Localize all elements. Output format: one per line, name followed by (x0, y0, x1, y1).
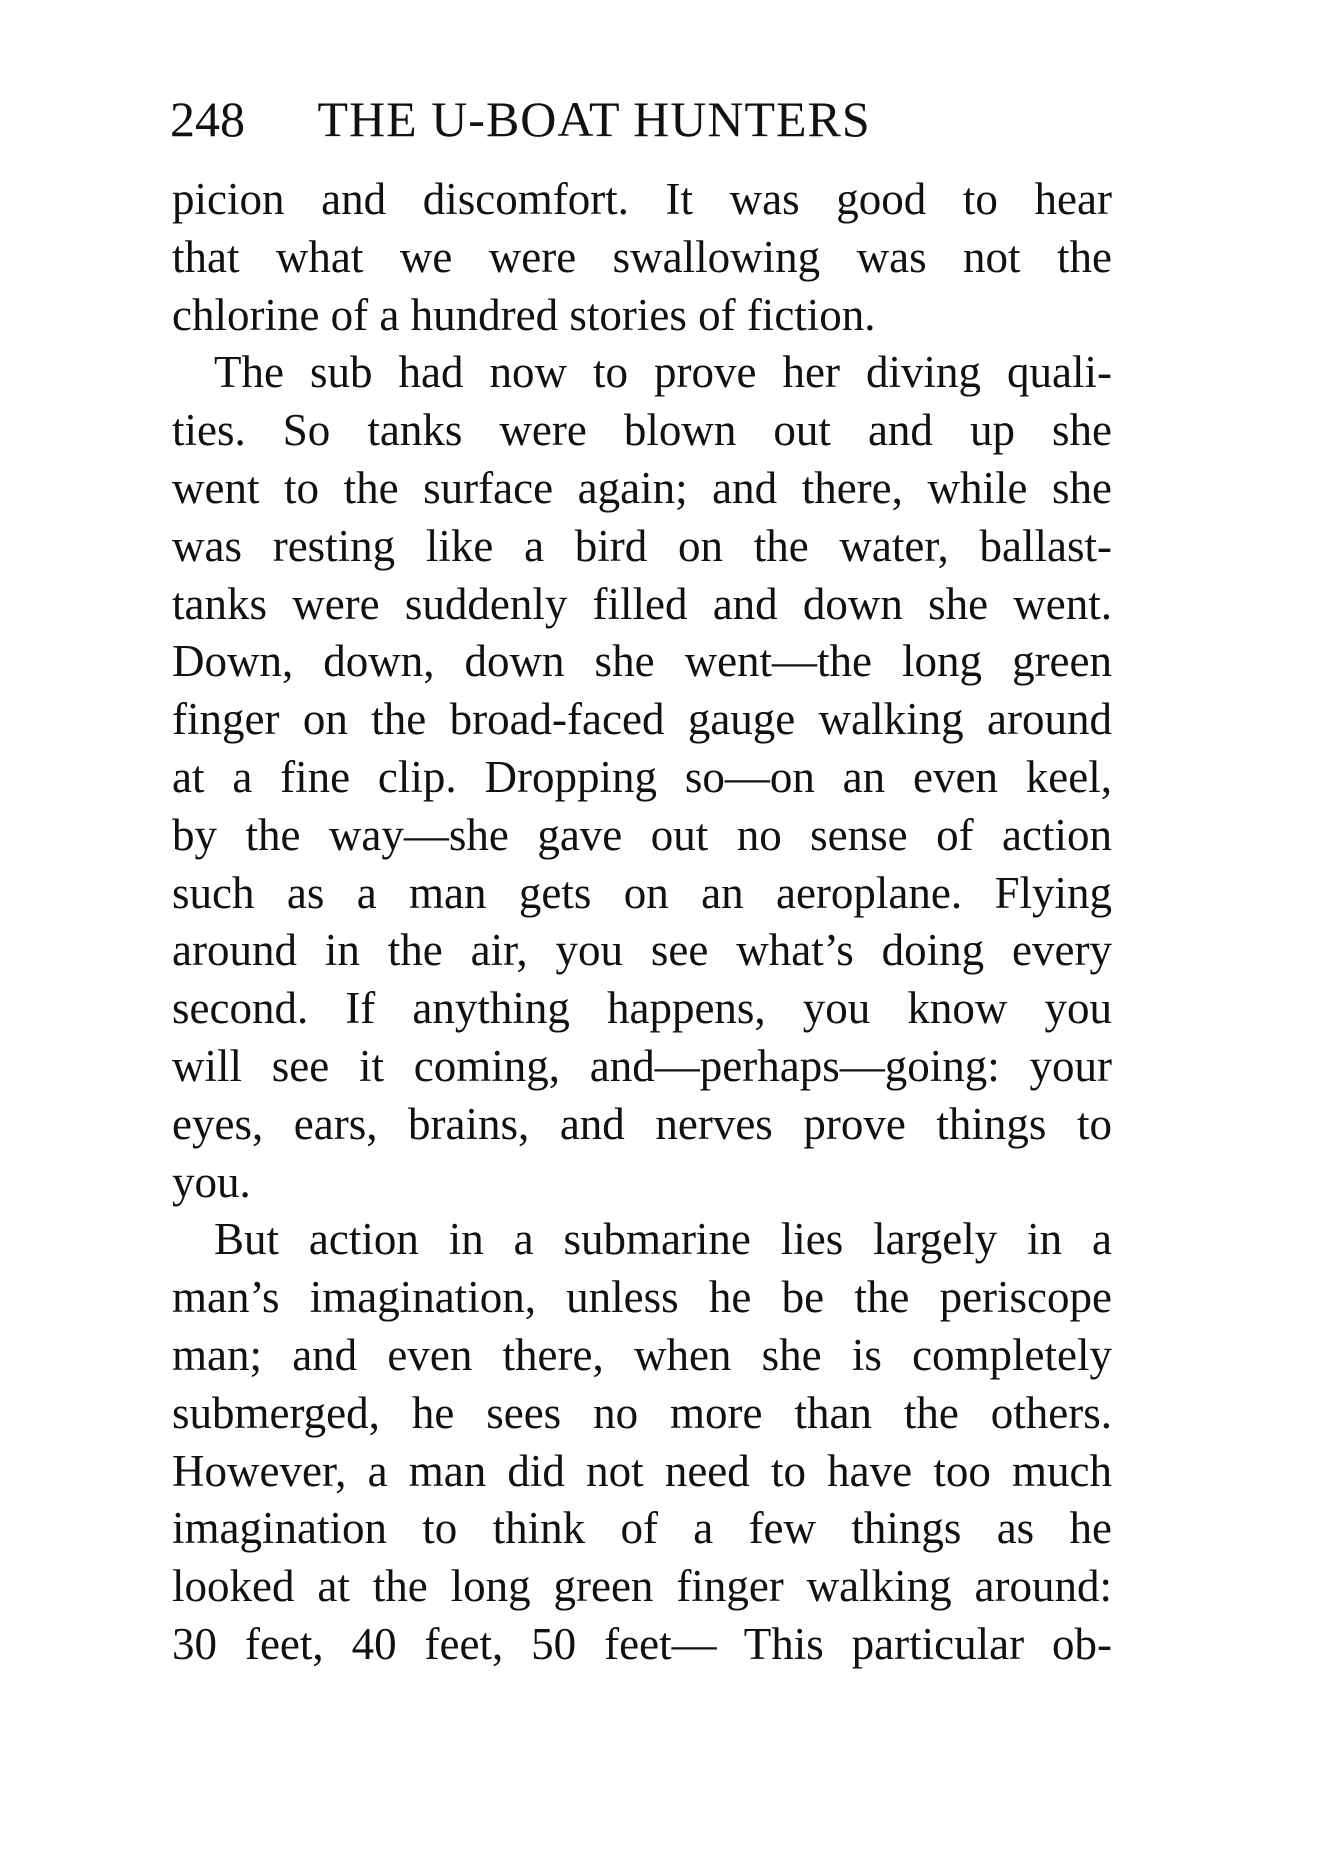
page-number: 248 (170, 91, 245, 147)
text-line: eyes, ears, brains, and nerves prove things to (172, 1098, 1112, 1149)
text-line: picion and discomfort. It was good to hear (172, 174, 1112, 224)
text-line: tanks were suddenly filled and down she went. (172, 578, 1112, 629)
body-text (172, 171, 1112, 1674)
running-head (170, 84, 1150, 154)
text-line: at a fine clip. Dropping so—on an even keel, (172, 751, 1112, 802)
text-line: Down, down, down she went—the long green (172, 636, 1112, 687)
text-line: But action in a submarine lies largely in a (214, 1214, 1112, 1265)
text-line: looked at the long green finger walking around: (172, 1561, 1112, 1612)
text-line: will see it coming, and—perhaps—going: your (172, 1040, 1112, 1091)
text-line: chlorine of a hundred stories of fiction. (172, 289, 876, 340)
text-line: was resting like a bird on the water, ballast- (172, 520, 1112, 571)
text-line: went to the surface again; and there, while she (172, 462, 1112, 513)
text-line: imagination to think of a few things as he (172, 1503, 1112, 1554)
text-line: man; and even there, when she is completely (172, 1329, 1112, 1380)
text-line: around in the air, you see what’s doing every (172, 925, 1112, 976)
text-line: such as a man gets on an aeroplane. Flying (172, 867, 1112, 918)
text-line: that what we were swallowing was not the (172, 231, 1112, 282)
text-line: man’s imagination, unless he be the periscope (172, 1272, 1112, 1323)
text-line: The sub had now to prove her diving quali- (214, 347, 1112, 398)
text-line: ties. So tanks were blown out and up she (172, 405, 1112, 456)
text-line: However, a man did not need to have too much (172, 1445, 1112, 1496)
text-line: submerged, he sees no more than the others. (172, 1387, 1112, 1438)
text-line: you. (172, 1156, 251, 1207)
text-line: by the way—she gave out no sense of action (172, 809, 1112, 860)
book-title: THE U-BOAT HUNTERS (317, 91, 871, 147)
text-line: 30 feet, 40 feet, 50 feet— This particular ob- (172, 1618, 1112, 1669)
text-line: second. If anything happens, you know you (172, 983, 1112, 1034)
text-line: finger on the broad-faced gauge walking around (172, 694, 1112, 745)
